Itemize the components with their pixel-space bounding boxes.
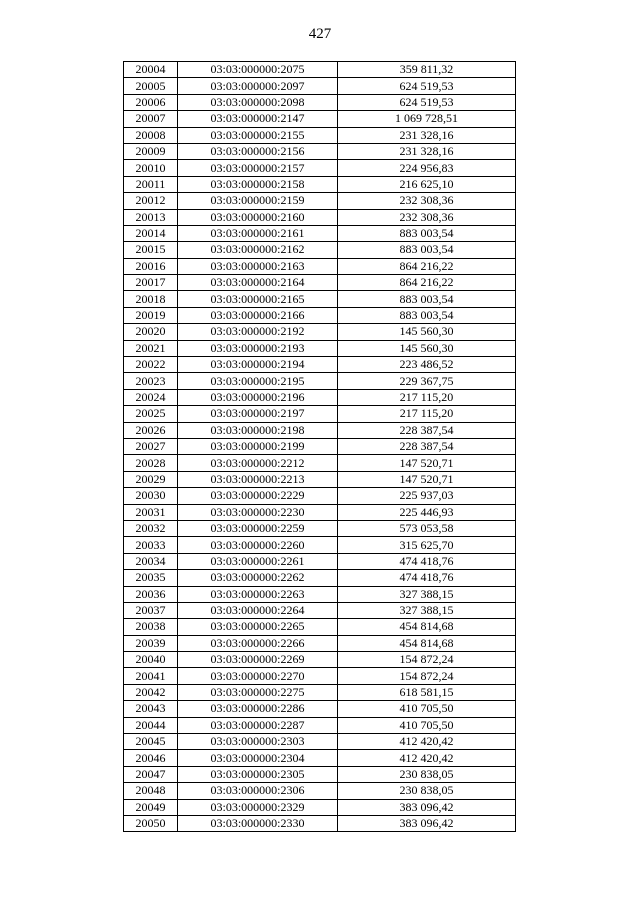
cadastral-value-cell: 883 003,54 (338, 307, 516, 323)
table-row (124, 553, 516, 569)
cadastral-number-cell: 03:03:000000:2195 (178, 373, 338, 389)
cadastral-value-cell: 217 115,20 (338, 406, 516, 422)
cadastral-number-cell: 03:03:000000:2262 (178, 570, 338, 586)
row-number-cell: 20026 (124, 422, 178, 438)
row-number-cell: 20013 (124, 209, 178, 225)
cadastral-value-cell: 474 418,76 (338, 570, 516, 586)
row-number-cell: 20048 (124, 783, 178, 799)
row-number-cell: 20012 (124, 193, 178, 209)
cadastral-value-cell: 883 003,54 (338, 242, 516, 258)
row-number-cell: 20015 (124, 242, 178, 258)
cadastral-value-cell: 618 581,15 (338, 684, 516, 700)
table-row (124, 815, 516, 831)
table-row (124, 143, 516, 159)
row-number-cell: 20014 (124, 225, 178, 241)
cadastral-number-cell: 03:03:000000:2330 (178, 815, 338, 831)
table-row (124, 340, 516, 356)
table-row (124, 619, 516, 635)
cadastral-value-cell: 147 520,71 (338, 455, 516, 471)
row-number-cell: 20009 (124, 143, 178, 159)
cadastral-value-cell: 864 216,22 (338, 258, 516, 274)
row-number-cell: 20047 (124, 766, 178, 782)
table-row (124, 520, 516, 536)
row-number-cell: 20042 (124, 684, 178, 700)
row-number-cell: 20010 (124, 160, 178, 176)
table-row (124, 684, 516, 700)
cadastral-number-cell: 03:03:000000:2199 (178, 438, 338, 454)
cadastral-value-cell: 474 418,76 (338, 553, 516, 569)
cadastral-number-cell: 03:03:000000:2161 (178, 225, 338, 241)
table-row (124, 471, 516, 487)
cadastral-value-cell: 232 308,36 (338, 193, 516, 209)
cadastral-value-cell: 1 069 728,51 (338, 111, 516, 127)
row-number-cell: 20025 (124, 406, 178, 422)
cadastral-number-cell: 03:03:000000:2166 (178, 307, 338, 323)
cadastral-value-cell: 454 814,68 (338, 619, 516, 635)
row-number-cell: 20021 (124, 340, 178, 356)
cadastral-value-cell: 232 308,36 (338, 209, 516, 225)
table-row (124, 488, 516, 504)
table-row (124, 602, 516, 618)
cadastral-value-cell: 217 115,20 (338, 389, 516, 405)
table-row (124, 307, 516, 323)
row-number-cell: 20036 (124, 586, 178, 602)
table-row (124, 635, 516, 651)
row-number-cell: 20044 (124, 717, 178, 733)
row-number-cell: 20004 (124, 62, 178, 78)
row-number-cell: 20024 (124, 389, 178, 405)
cadastral-number-cell: 03:03:000000:2265 (178, 619, 338, 635)
cadastral-number-cell: 03:03:000000:2075 (178, 62, 338, 78)
cadastral-value-cell: 383 096,42 (338, 799, 516, 815)
cadastral-number-cell: 03:03:000000:2287 (178, 717, 338, 733)
cadastral-value-cell: 228 387,54 (338, 422, 516, 438)
table-row (124, 455, 516, 471)
cadastral-value-cell: 410 705,50 (338, 717, 516, 733)
cadastral-number-cell: 03:03:000000:2192 (178, 324, 338, 340)
cadastral-number-cell: 03:03:000000:2270 (178, 668, 338, 684)
cadastral-number-cell: 03:03:000000:2304 (178, 750, 338, 766)
table-row (124, 176, 516, 192)
cadastral-number-cell: 03:03:000000:2266 (178, 635, 338, 651)
table-row (124, 94, 516, 110)
row-number-cell: 20035 (124, 570, 178, 586)
row-number-cell: 20041 (124, 668, 178, 684)
row-number-cell: 20022 (124, 357, 178, 373)
cadastral-number-cell: 03:03:000000:2306 (178, 783, 338, 799)
table-row (124, 389, 516, 405)
table-row (124, 537, 516, 553)
cadastral-number-cell: 03:03:000000:2305 (178, 766, 338, 782)
cadastral-value-cell: 412 420,42 (338, 750, 516, 766)
row-number-cell: 20029 (124, 471, 178, 487)
cadastral-value-cell: 883 003,54 (338, 291, 516, 307)
table-row (124, 209, 516, 225)
table-row (124, 701, 516, 717)
cadastral-number-cell: 03:03:000000:2213 (178, 471, 338, 487)
table-row (124, 717, 516, 733)
table-row (124, 78, 516, 94)
cadastral-number-cell: 03:03:000000:2158 (178, 176, 338, 192)
cadastral-number-cell: 03:03:000000:2259 (178, 520, 338, 536)
table-row (124, 373, 516, 389)
row-number-cell: 20045 (124, 734, 178, 750)
row-number-cell: 20006 (124, 94, 178, 110)
table-row (124, 193, 516, 209)
table-row (124, 111, 516, 127)
cadastral-value-cell: 154 872,24 (338, 652, 516, 668)
table-row (124, 766, 516, 782)
table-row (124, 357, 516, 373)
cadastral-number-cell: 03:03:000000:2229 (178, 488, 338, 504)
row-number-cell: 20027 (124, 438, 178, 454)
row-number-cell: 20037 (124, 602, 178, 618)
table-body (124, 62, 516, 832)
cadastral-value-cell: 228 387,54 (338, 438, 516, 454)
cadastral-number-cell: 03:03:000000:2263 (178, 586, 338, 602)
table-row (124, 258, 516, 274)
cadastral-number-cell: 03:03:000000:2162 (178, 242, 338, 258)
table-row (124, 750, 516, 766)
row-number-cell: 20049 (124, 799, 178, 815)
table-row (124, 291, 516, 307)
row-number-cell: 20034 (124, 553, 178, 569)
table-row (124, 438, 516, 454)
page-number: 427 (308, 26, 332, 42)
cadastral-value-cell: 315 625,70 (338, 537, 516, 553)
cadastral-value-cell: 216 625,10 (338, 176, 516, 192)
row-number-cell: 20031 (124, 504, 178, 520)
row-number-cell: 20018 (124, 291, 178, 307)
cadastral-value-cell: 145 560,30 (338, 324, 516, 340)
table-row (124, 586, 516, 602)
cadastral-value-cell: 624 519,53 (338, 94, 516, 110)
row-number-cell: 20011 (124, 176, 178, 192)
cadastral-number-cell: 03:03:000000:2269 (178, 652, 338, 668)
cadastral-number-cell: 03:03:000000:2194 (178, 357, 338, 373)
cadastral-number-cell: 03:03:000000:2196 (178, 389, 338, 405)
row-number-cell: 20017 (124, 275, 178, 291)
table-row (124, 242, 516, 258)
cadastral-value-cell: 327 388,15 (338, 586, 516, 602)
cadastral-value-cell: 230 838,05 (338, 766, 516, 782)
cadastral-number-cell: 03:03:000000:2198 (178, 422, 338, 438)
cadastral-value-cell: 225 937,03 (338, 488, 516, 504)
row-number-cell: 20039 (124, 635, 178, 651)
row-number-cell: 20032 (124, 520, 178, 536)
row-number-cell: 20005 (124, 78, 178, 94)
row-number-cell: 20033 (124, 537, 178, 553)
cadastral-number-cell: 03:03:000000:2261 (178, 553, 338, 569)
table-row (124, 570, 516, 586)
table-row (124, 422, 516, 438)
cadastral-value-cell: 225 446,93 (338, 504, 516, 520)
cadastral-number-cell: 03:03:000000:2193 (178, 340, 338, 356)
table-row (124, 668, 516, 684)
cadastral-number-cell: 03:03:000000:2163 (178, 258, 338, 274)
row-number-cell: 20023 (124, 373, 178, 389)
cadastral-number-cell: 03:03:000000:2286 (178, 701, 338, 717)
table-row (124, 406, 516, 422)
table-row (124, 799, 516, 815)
cadastral-value-cell: 229 367,75 (338, 373, 516, 389)
cadastral-value-cell: 145 560,30 (338, 340, 516, 356)
table-row (124, 324, 516, 340)
cadastral-value-cell: 231 328,16 (338, 143, 516, 159)
cadastral-number-cell: 03:03:000000:2230 (178, 504, 338, 520)
table-row (124, 275, 516, 291)
cadastral-value-cell: 230 838,05 (338, 783, 516, 799)
table-row (124, 160, 516, 176)
cadastral-value-cell: 327 388,15 (338, 602, 516, 618)
table-row (124, 783, 516, 799)
cadastral-number-cell: 03:03:000000:2159 (178, 193, 338, 209)
cadastral-number-cell: 03:03:000000:2147 (178, 111, 338, 127)
cadastral-value-cell: 231 328,16 (338, 127, 516, 143)
row-number-cell: 20028 (124, 455, 178, 471)
cadastral-number-cell: 03:03:000000:2264 (178, 602, 338, 618)
cadastral-value-cell: 573 053,58 (338, 520, 516, 536)
cadastral-value-cell: 154 872,24 (338, 668, 516, 684)
row-number-cell: 20040 (124, 652, 178, 668)
cadastral-value-cell: 454 814,68 (338, 635, 516, 651)
cadastral-number-cell: 03:03:000000:2155 (178, 127, 338, 143)
cadastral-value-cell: 410 705,50 (338, 701, 516, 717)
cadastral-value-cell: 383 096,42 (338, 815, 516, 831)
cadastral-value-cell: 224 956,83 (338, 160, 516, 176)
row-number-cell: 20008 (124, 127, 178, 143)
cadastral-value-cell: 147 520,71 (338, 471, 516, 487)
table-row (124, 62, 516, 78)
cadastral-number-cell: 03:03:000000:2275 (178, 684, 338, 700)
row-number-cell: 20020 (124, 324, 178, 340)
cadastral-number-cell: 03:03:000000:2303 (178, 734, 338, 750)
table-row (124, 225, 516, 241)
cadastral-number-cell: 03:03:000000:2197 (178, 406, 338, 422)
row-number-cell: 20030 (124, 488, 178, 504)
table-row (124, 734, 516, 750)
table-row (124, 127, 516, 143)
cadastral-value-cell: 359 811,32 (338, 62, 516, 78)
cadastral-number-cell: 03:03:000000:2160 (178, 209, 338, 225)
row-number-cell: 20038 (124, 619, 178, 635)
cadastral-value-table (123, 61, 516, 832)
cadastral-value-cell: 864 216,22 (338, 275, 516, 291)
cadastral-number-cell: 03:03:000000:2157 (178, 160, 338, 176)
cadastral-number-cell: 03:03:000000:2098 (178, 94, 338, 110)
row-number-cell: 20007 (124, 111, 178, 127)
cadastral-value-cell: 883 003,54 (338, 225, 516, 241)
cadastral-number-cell: 03:03:000000:2165 (178, 291, 338, 307)
cadastral-value-cell: 412 420,42 (338, 734, 516, 750)
cadastral-number-cell: 03:03:000000:2164 (178, 275, 338, 291)
row-number-cell: 20043 (124, 701, 178, 717)
table-row (124, 504, 516, 520)
cadastral-number-cell: 03:03:000000:2329 (178, 799, 338, 815)
cadastral-number-cell: 03:03:000000:2156 (178, 143, 338, 159)
cadastral-number-cell: 03:03:000000:2097 (178, 78, 338, 94)
row-number-cell: 20050 (124, 815, 178, 831)
row-number-cell: 20016 (124, 258, 178, 274)
cadastral-number-cell: 03:03:000000:2260 (178, 537, 338, 553)
cadastral-value-cell: 624 519,53 (338, 78, 516, 94)
table-row (124, 652, 516, 668)
row-number-cell: 20046 (124, 750, 178, 766)
cadastral-number-cell: 03:03:000000:2212 (178, 455, 338, 471)
cadastral-value-cell: 223 486,52 (338, 357, 516, 373)
row-number-cell: 20019 (124, 307, 178, 323)
